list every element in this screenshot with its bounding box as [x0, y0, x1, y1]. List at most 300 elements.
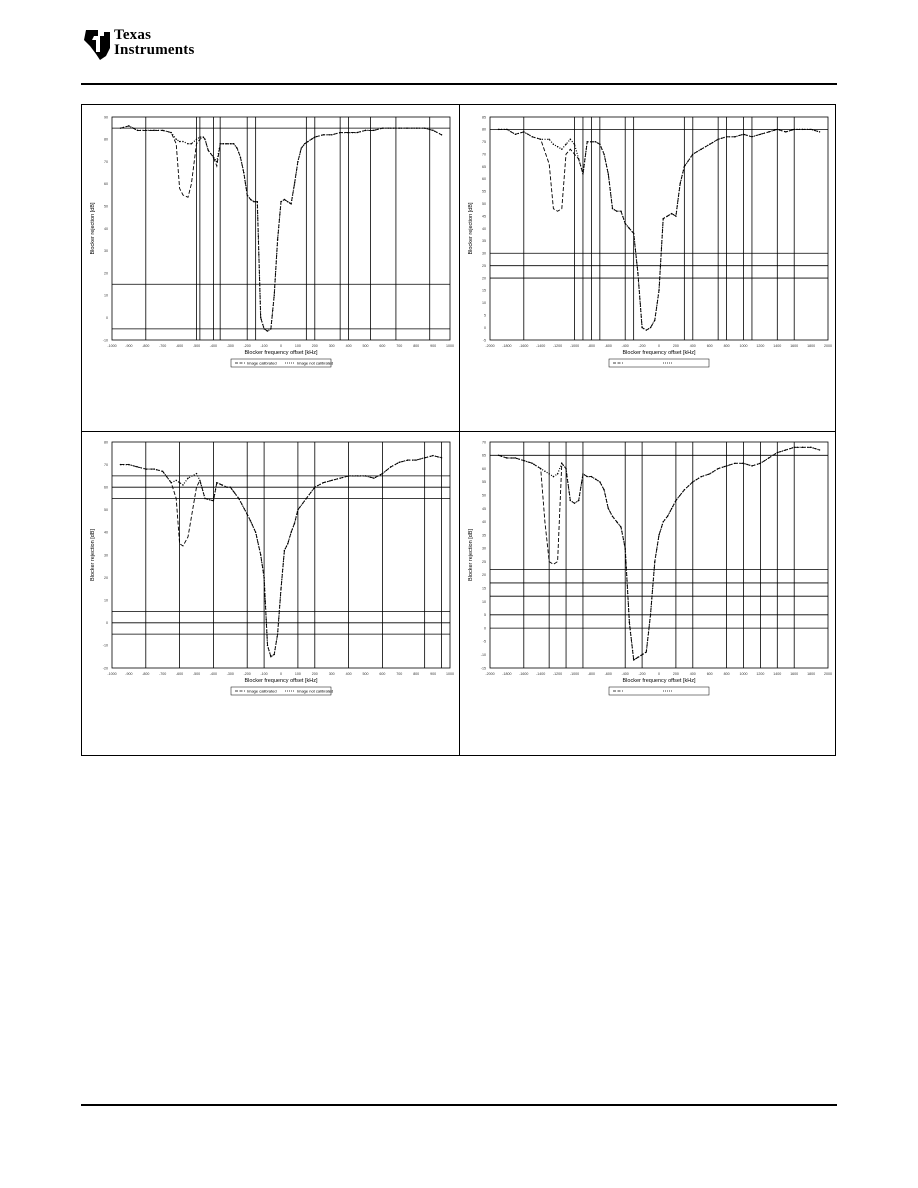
plot-area-frame — [112, 117, 450, 340]
data-point — [204, 139, 205, 140]
data-point — [280, 588, 281, 589]
data-point — [671, 213, 672, 214]
logo-line1: Texas — [114, 27, 152, 43]
x-tick-label: 400 — [689, 344, 696, 348]
data-point — [365, 475, 366, 476]
data-point — [553, 144, 554, 145]
y-tick-label: 15 — [482, 586, 486, 591]
data-point — [424, 457, 425, 458]
data-point — [407, 459, 408, 460]
chart-panel-bottom-right — [460, 432, 836, 755]
data-point — [179, 482, 180, 483]
data-point — [777, 129, 778, 130]
data-point — [301, 148, 302, 149]
data-point — [591, 476, 592, 477]
data-point — [646, 651, 647, 652]
data-point — [785, 449, 786, 450]
series-line-1 — [499, 129, 820, 330]
data-point — [187, 143, 188, 144]
data-point — [348, 132, 349, 133]
legend-label-2: Image not calibrated — [297, 360, 334, 366]
data-point — [270, 656, 271, 657]
x-tick-label: -800 — [142, 344, 150, 348]
y-tick-label: 10 — [104, 293, 108, 298]
x-tick-label: 300 — [328, 344, 335, 348]
data-point — [170, 482, 171, 483]
x-tick-label: 400 — [345, 344, 352, 348]
series-line-2 — [499, 129, 820, 330]
data-point — [260, 554, 261, 555]
data-point — [561, 149, 562, 150]
x-tick-label: -600 — [175, 344, 184, 348]
x-tick-label: 1200 — [756, 672, 765, 676]
data-point — [216, 482, 217, 483]
data-point — [565, 144, 566, 145]
data-point — [802, 447, 803, 448]
data-point — [612, 516, 613, 517]
data-point — [726, 465, 727, 466]
data-point — [506, 457, 507, 458]
data-point — [620, 210, 621, 211]
x-tick-label: -200 — [243, 344, 251, 348]
y-tick-label: 45 — [482, 506, 486, 511]
legend-label-1: Image calibrated — [247, 688, 277, 694]
data-point — [356, 132, 357, 133]
y-tick-label: 20 — [482, 276, 486, 281]
data-point — [399, 462, 400, 463]
data-point — [339, 132, 340, 133]
x-tick-label: 1000 — [446, 672, 454, 676]
data-point — [331, 480, 332, 481]
data-point — [679, 183, 680, 184]
x-tick-label: 1600 — [790, 344, 799, 348]
data-point — [416, 127, 417, 128]
x-tick-label: -500 — [192, 672, 201, 676]
x-tick-label: 900 — [430, 344, 437, 348]
x-tick-label: -1000 — [107, 344, 117, 348]
data-point — [287, 543, 288, 544]
data-point — [331, 134, 332, 135]
data-point — [373, 130, 374, 131]
data-point — [603, 153, 604, 154]
data-point — [182, 484, 183, 485]
data-point — [260, 317, 261, 318]
y-tick-label: -5 — [482, 338, 486, 343]
x-tick-label: 1200 — [756, 344, 765, 348]
data-point — [553, 476, 554, 477]
y-tick-label: 80 — [482, 127, 486, 132]
data-point — [667, 215, 668, 216]
data-point — [663, 218, 664, 219]
legend-label-1: Image calibrated — [247, 360, 277, 366]
data-point — [216, 161, 217, 162]
data-point — [187, 477, 188, 478]
data-point — [709, 144, 710, 145]
data-point — [561, 463, 562, 464]
x-tick-label: -400 — [621, 672, 629, 676]
data-point — [390, 466, 391, 467]
y-tick-label: 90 — [104, 115, 108, 120]
data-point — [365, 130, 366, 131]
x-axis-label: Blocker frequency offset [kHz] — [622, 350, 696, 356]
x-tick-label: 900 — [430, 672, 437, 676]
data-point — [540, 139, 541, 140]
y-axis-label: Blocker rejection [dB] — [468, 529, 474, 581]
data-point — [267, 645, 268, 646]
data-point — [221, 484, 222, 485]
data-point — [176, 139, 177, 140]
y-tick-label: 25 — [482, 263, 486, 268]
data-point — [284, 199, 285, 200]
data-point — [654, 319, 655, 320]
data-point — [294, 523, 295, 524]
data-point — [810, 447, 811, 448]
x-tick-label: 200 — [311, 344, 318, 348]
x-tick-label: 2000 — [824, 672, 832, 676]
data-point — [314, 136, 315, 137]
data-point — [432, 455, 433, 456]
data-point — [548, 473, 549, 474]
x-tick-label: 1800 — [807, 344, 816, 348]
x-tick-label: 1000 — [446, 344, 454, 348]
data-point — [654, 561, 655, 562]
data-point — [540, 468, 541, 469]
x-tick-label: 1000 — [739, 672, 748, 676]
y-tick-label: 0 — [484, 626, 486, 631]
data-point — [441, 457, 442, 458]
data-point — [612, 208, 613, 209]
x-tick-label: -400 — [621, 344, 629, 348]
x-tick-label: -100 — [260, 672, 268, 676]
figure-frame — [81, 104, 836, 756]
y-tick-label: 65 — [482, 453, 486, 458]
data-point — [323, 134, 324, 135]
data-point — [223, 143, 224, 144]
y-tick-label: 20 — [104, 271, 108, 276]
y-tick-label: 20 — [104, 575, 108, 580]
chart-panel-bottom-left — [82, 432, 458, 755]
data-point — [277, 239, 278, 240]
data-point — [399, 127, 400, 128]
legend-label-2: Image not calibrated — [297, 688, 334, 694]
data-point — [154, 468, 155, 469]
data-point — [263, 577, 264, 578]
data-point — [238, 498, 239, 499]
data-point — [243, 172, 244, 173]
legend-box — [609, 359, 709, 367]
y-tick-label: 50 — [482, 493, 486, 498]
data-point — [802, 129, 803, 130]
footer-rule — [81, 1104, 837, 1106]
data-point — [203, 136, 204, 137]
x-tick-label: 1400 — [773, 672, 782, 676]
data-point — [760, 134, 761, 135]
data-point — [311, 139, 312, 140]
data-point — [743, 463, 744, 464]
y-tick-label: 0 — [484, 325, 486, 330]
data-point — [257, 201, 258, 202]
data-point — [382, 473, 383, 474]
data-point — [646, 329, 647, 330]
y-tick-label: 70 — [104, 159, 108, 164]
data-point — [675, 500, 676, 501]
data-point — [506, 129, 507, 130]
data-point — [233, 491, 234, 492]
data-point — [586, 476, 587, 477]
data-point — [233, 143, 234, 144]
x-tick-label: -1800 — [502, 344, 512, 348]
x-tick-label: 600 — [379, 672, 386, 676]
x-tick-label: 600 — [706, 672, 713, 676]
data-point — [658, 534, 659, 535]
y-tick-label: 60 — [482, 177, 486, 182]
data-point — [595, 479, 596, 480]
y-tick-label: 35 — [482, 239, 486, 244]
data-point — [570, 500, 571, 501]
data-point — [582, 173, 583, 174]
data-point — [692, 153, 693, 154]
x-tick-label: -600 — [604, 672, 612, 676]
y-tick-label: 70 — [104, 462, 108, 467]
y-tick-label: 30 — [482, 251, 486, 256]
data-point — [620, 526, 621, 527]
x-tick-label: -100 — [260, 344, 268, 348]
data-point — [137, 466, 138, 467]
y-tick-label: 35 — [482, 533, 486, 538]
data-point — [199, 136, 200, 137]
data-point — [179, 141, 180, 142]
data-point — [709, 473, 710, 474]
data-point — [633, 659, 634, 660]
data-point — [608, 173, 609, 174]
data-point — [743, 134, 744, 135]
x-tick-label: 600 — [379, 344, 386, 348]
x-axis-label: Blocker frequency offset [kHz] — [244, 678, 318, 684]
data-point — [777, 452, 778, 453]
x-tick-label: -300 — [226, 344, 234, 348]
x-tick-label: -1000 — [569, 344, 580, 348]
data-point — [145, 468, 146, 469]
x-tick-label: -2000 — [485, 672, 495, 676]
y-tick-label: 10 — [482, 599, 486, 604]
data-point — [120, 464, 121, 465]
y-tick-label: -5 — [482, 639, 486, 644]
y-tick-label: 10 — [482, 301, 486, 306]
data-point — [154, 130, 155, 131]
data-point — [294, 183, 295, 184]
data-point — [240, 156, 241, 157]
data-point — [170, 132, 171, 133]
data-point — [663, 521, 664, 522]
data-point — [629, 228, 630, 229]
data-point — [616, 210, 617, 211]
y-tick-label: 20 — [482, 573, 486, 578]
data-point — [390, 127, 391, 128]
x-tick-label: -1400 — [536, 672, 546, 676]
data-point — [599, 144, 600, 145]
data-point — [307, 141, 308, 142]
y-tick-label: 65 — [482, 164, 486, 169]
data-point — [671, 508, 672, 509]
data-point — [726, 136, 727, 137]
data-point — [637, 272, 638, 273]
data-point — [650, 327, 651, 328]
data-point — [120, 127, 121, 128]
data-point — [544, 471, 545, 472]
series-line-2 — [121, 456, 442, 657]
y-tick-label: 40 — [104, 530, 108, 535]
x-tick-label: 0 — [280, 672, 282, 676]
data-point — [196, 139, 197, 140]
y-tick-label: 0 — [106, 316, 108, 320]
data-point — [578, 158, 579, 159]
y-tick-label: 30 — [104, 553, 108, 558]
y-axis-label: Blocker rejection [dB] — [468, 202, 474, 255]
data-point — [532, 463, 533, 464]
data-point — [128, 125, 129, 126]
chart-panel-top-left — [82, 105, 458, 430]
data-point — [586, 141, 587, 142]
y-tick-label: 0 — [106, 621, 108, 626]
series-line-2 — [121, 126, 442, 331]
x-tick-label: 0 — [658, 344, 660, 348]
x-tick-label: -900 — [125, 344, 133, 348]
data-point — [684, 489, 685, 490]
data-point — [284, 550, 285, 551]
x-tick-label: -800 — [587, 672, 596, 676]
data-point — [162, 471, 163, 472]
data-point — [548, 139, 549, 140]
y-tick-label: 45 — [482, 214, 486, 219]
y-tick-label: 80 — [104, 137, 108, 142]
y-tick-label: 75 — [482, 140, 486, 145]
data-point — [608, 508, 609, 509]
x-tick-label: -200 — [638, 344, 646, 348]
y-tick-label: 5 — [484, 613, 486, 618]
x-tick-label: -1400 — [536, 344, 546, 348]
data-point — [675, 215, 676, 216]
data-point — [785, 131, 786, 132]
data-point — [297, 161, 298, 162]
y-tick-label: 60 — [104, 182, 108, 187]
data-point — [230, 143, 231, 144]
data-point — [751, 465, 752, 466]
data-point — [263, 328, 264, 329]
data-point — [701, 149, 702, 150]
data-point — [253, 201, 254, 202]
y-tick-label: 55 — [482, 189, 486, 194]
data-point — [625, 548, 626, 549]
y-tick-label: -20 — [102, 666, 108, 671]
data-point — [768, 131, 769, 132]
x-axis-label: Blocker frequency offset [kHz] — [244, 350, 318, 356]
logo-line2: Instruments — [114, 42, 195, 58]
data-point — [717, 468, 718, 469]
x-tick-label: 200 — [672, 672, 679, 676]
data-point — [348, 475, 349, 476]
y-tick-label: -10 — [480, 653, 486, 658]
data-point — [751, 136, 752, 137]
data-point — [578, 500, 579, 501]
x-tick-label: 400 — [345, 672, 352, 676]
x-tick-label: 700 — [396, 344, 403, 348]
y-tick-label: 55 — [482, 480, 486, 485]
data-point — [794, 447, 795, 448]
data-point — [641, 327, 642, 328]
data-point — [641, 654, 642, 655]
data-point — [274, 654, 275, 655]
data-point — [277, 633, 278, 634]
data-point — [625, 223, 626, 224]
y-tick-label: -15 — [480, 666, 486, 671]
data-point — [574, 502, 575, 503]
data-point — [582, 473, 583, 474]
x-tick-label: -1800 — [502, 672, 512, 676]
data-point — [236, 148, 237, 149]
data-point — [768, 457, 769, 458]
x-tick-label: 1800 — [807, 672, 816, 676]
data-point — [498, 129, 499, 130]
x-tick-label: -600 — [604, 344, 612, 348]
x-tick-label: -1600 — [519, 672, 529, 676]
y-tick-label: 70 — [482, 152, 486, 157]
data-point — [290, 203, 291, 204]
data-point — [290, 532, 291, 533]
data-point — [692, 481, 693, 482]
y-axis-label: Blocker rejection [dB] — [90, 202, 96, 255]
header-rule — [81, 83, 837, 85]
data-point — [219, 143, 220, 144]
y-tick-label: 60 — [104, 485, 108, 490]
data-point — [267, 330, 268, 331]
data-point — [145, 130, 146, 131]
data-point — [760, 463, 761, 464]
data-point — [304, 143, 305, 144]
y-axis-label: Blocker rejection [dB] — [90, 529, 96, 581]
x-tick-label: -700 — [159, 672, 167, 676]
y-tick-label: 30 — [482, 546, 486, 551]
x-tick-label: -800 — [587, 344, 596, 348]
data-point — [819, 449, 820, 450]
data-point — [633, 233, 634, 234]
data-point — [247, 194, 248, 195]
data-point — [247, 514, 248, 515]
data-point — [667, 516, 668, 517]
data-point — [616, 521, 617, 522]
data-point — [574, 144, 575, 145]
y-tick-label: -10 — [102, 643, 108, 648]
series-line-1 — [121, 456, 442, 657]
data-point — [314, 487, 315, 488]
data-point — [701, 476, 702, 477]
data-point — [226, 143, 227, 144]
x-tick-label: -800 — [142, 672, 150, 676]
data-point — [407, 127, 408, 128]
data-point — [255, 532, 256, 533]
x-tick-label: 100 — [294, 672, 301, 676]
x-tick-label: -900 — [125, 672, 133, 676]
series-line-1 — [121, 126, 442, 331]
data-point — [637, 657, 638, 658]
data-point — [196, 473, 197, 474]
x-tick-label: 400 — [689, 672, 696, 676]
data-point — [323, 482, 324, 483]
ti-logo-wordmark — [114, 28, 195, 58]
x-axis-label: Blocker frequency offset [kHz] — [622, 678, 696, 684]
y-tick-label: 85 — [482, 115, 486, 120]
x-tick-label: 200 — [672, 344, 679, 348]
data-point — [515, 134, 516, 135]
